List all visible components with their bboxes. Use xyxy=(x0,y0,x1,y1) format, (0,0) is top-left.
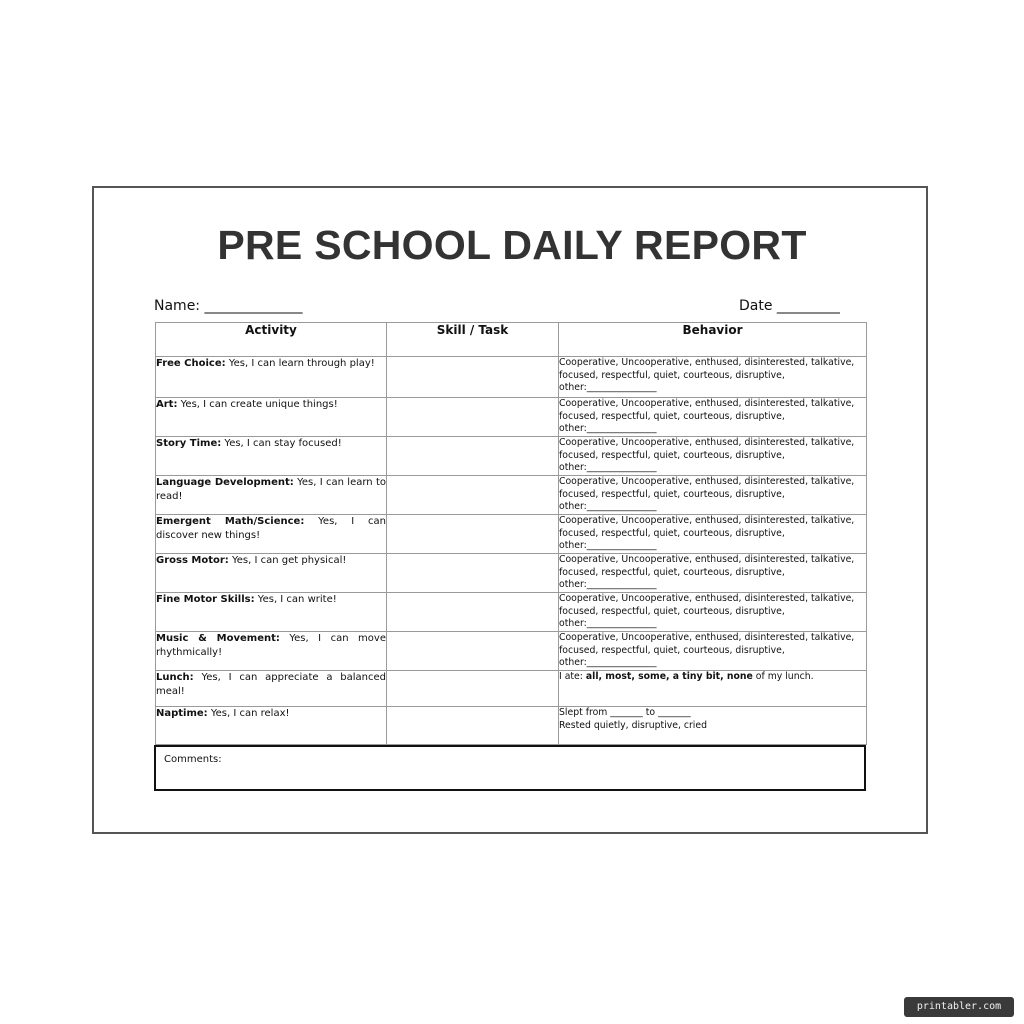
activity-cell: Gross Motor: Yes, I can get physical! xyxy=(156,554,387,593)
comments-label: Comments: xyxy=(164,754,222,765)
header-skill-task: Skill / Task xyxy=(387,323,559,357)
site-watermark: printabler.com xyxy=(904,997,1014,1017)
table-header-row xyxy=(156,323,867,357)
skill-task-cell[interactable] xyxy=(387,515,559,554)
behavior-cell: Cooperative, Uncooperative, enthused, disinterested, talkative, focused, respectful, quiet, courteous, disruptive, other:_______________ xyxy=(559,437,867,476)
header-activity: Activity xyxy=(156,323,387,357)
behavior-cell: Cooperative, Uncooperative, enthused, disinterested, talkative, focused, respectful, quiet, courteous, disruptive, other:_______________ xyxy=(559,357,867,398)
table-row xyxy=(156,515,867,554)
skill-task-cell[interactable] xyxy=(387,707,559,745)
behavior-cell: Cooperative, Uncooperative, enthused, disinterested, talkative, focused, respectful, quiet, courteous, disruptive, other:_______________ xyxy=(559,593,867,632)
comments-box[interactable] xyxy=(154,745,866,791)
activity-cell: Language Development: Yes, I can learn to read! xyxy=(156,476,387,515)
table-row xyxy=(156,476,867,515)
table-row xyxy=(156,398,867,437)
skill-task-cell[interactable] xyxy=(387,671,559,707)
activity-cell: Lunch: Yes, I can appreciate a balanced meal! xyxy=(156,671,387,707)
skill-task-cell[interactable] xyxy=(387,593,559,632)
table-row xyxy=(156,632,867,671)
activity-cell: Emergent Math/Science: Yes, I can discover new things! xyxy=(156,515,387,554)
activity-cell: Music & Movement: Yes, I can move rhythmically! xyxy=(156,632,387,671)
activity-cell: Fine Motor Skills: Yes, I can write! xyxy=(156,593,387,632)
skill-task-cell[interactable] xyxy=(387,437,559,476)
page-title: PRE SCHOOL DAILY REPORT xyxy=(217,222,807,268)
skill-task-cell[interactable] xyxy=(387,357,559,398)
table-row xyxy=(156,707,867,745)
activity-cell: Art: Yes, I can create unique things! xyxy=(156,398,387,437)
nap-behavior-cell: Slept from _______ to _______ Rested quietly, disruptive, cried xyxy=(559,707,867,745)
behavior-cell: Cooperative, Uncooperative, enthused, disinterested, talkative, focused, respectful, quiet, courteous, disruptive, other:_______________ xyxy=(559,632,867,671)
header-behavior: Behavior xyxy=(559,323,867,357)
skill-task-cell[interactable] xyxy=(387,476,559,515)
skill-task-cell[interactable] xyxy=(387,398,559,437)
date-field-label: Date _________ xyxy=(739,298,840,314)
behavior-cell: Cooperative, Uncooperative, enthused, disinterested, talkative, focused, respectful, quiet, courteous, disruptive, other:_______________ xyxy=(559,515,867,554)
skill-task-cell[interactable] xyxy=(387,632,559,671)
lunch-behavior-cell: I ate: all, most, some, a tiny bit, none of my lunch. xyxy=(559,671,867,707)
report-table xyxy=(155,322,867,745)
table-row xyxy=(156,437,867,476)
behavior-cell: Cooperative, Uncooperative, enthused, disinterested, talkative, focused, respectful, quiet, courteous, disruptive, other:_______________ xyxy=(559,398,867,437)
behavior-cell: Cooperative, Uncooperative, enthused, disinterested, talkative, focused, respectful, quiet, courteous, disruptive, other:_______________ xyxy=(559,476,867,515)
activity-cell: Naptime: Yes, I can relax! xyxy=(156,707,387,745)
activity-cell: Free Choice: Yes, I can learn through play! xyxy=(156,357,387,398)
table-row xyxy=(156,554,867,593)
table-row xyxy=(156,671,867,707)
table-row xyxy=(156,593,867,632)
behavior-cell: Cooperative, Uncooperative, enthused, disinterested, talkative, focused, respectful, quiet, courteous, disruptive, other:_______________ xyxy=(559,554,867,593)
table-row xyxy=(156,357,867,398)
skill-task-cell[interactable] xyxy=(387,554,559,593)
name-field-label: Name: ______________ xyxy=(154,298,303,314)
activity-cell: Story Time: Yes, I can stay focused! xyxy=(156,437,387,476)
